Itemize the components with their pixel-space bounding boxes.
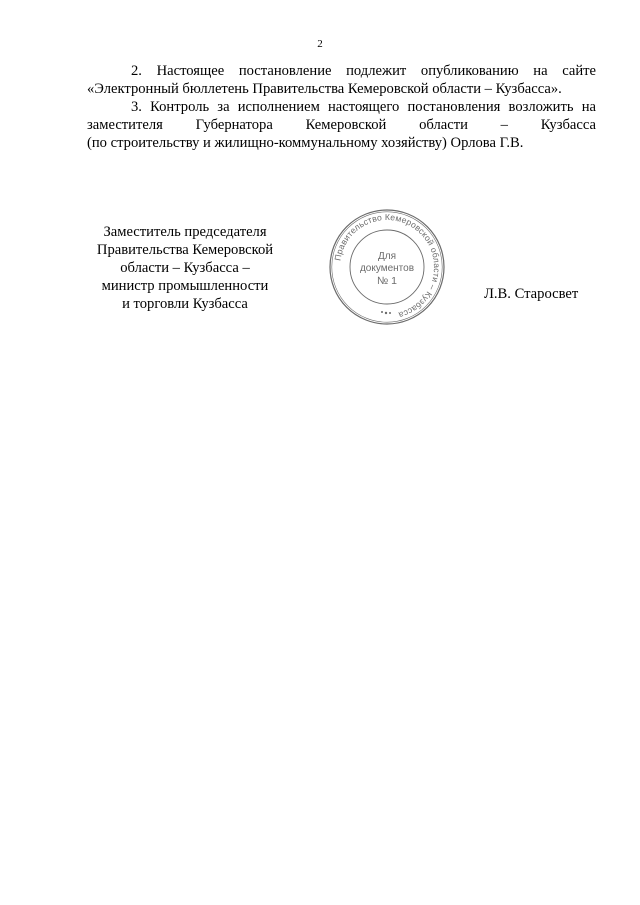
paragraph-2-line-1: 2. Настоящее постановление подлежит опубликованию на сайте	[131, 63, 596, 79]
stamp-ring-text: Правительство Кемеровской области – Кузбасса	[332, 211, 443, 321]
signer-name: Л.В. Старосвет	[484, 286, 579, 302]
signatory-line: Заместитель председателя	[103, 224, 267, 240]
signatory-position	[82, 223, 288, 313]
paragraph-3-line-1: 3. Контроль за исполнением настоящего постановления возложить на	[131, 99, 596, 115]
stamp-star-ornament	[381, 311, 391, 314]
stamp-center-line-1: Для	[377, 251, 397, 262]
document-body	[87, 62, 596, 152]
signatory-line: министр промышленности	[101, 278, 269, 294]
stamp-center-line-3: № 1	[376, 275, 398, 287]
signatory-line: Правительства Кемеровской	[96, 242, 274, 258]
signatory-line: и торговли Кузбасса	[122, 296, 248, 312]
paragraph-3-line-2: заместителя Губернатора Кемеровской области – Кузбасса	[87, 117, 596, 133]
signatory-line: области – Кузбасса –	[120, 260, 250, 276]
page-number: 2	[317, 38, 323, 50]
official-stamp	[327, 207, 447, 327]
paragraph-3-line-3: (по строительству и жилищно-коммунальному хозяйству) Орлова Г.В.	[87, 135, 524, 151]
stamp-center-line-2: документов	[359, 263, 415, 274]
paragraph-2-line-2: «Электронный бюллетень Правительства Кемеровской области – Кузбасса».	[87, 81, 562, 97]
